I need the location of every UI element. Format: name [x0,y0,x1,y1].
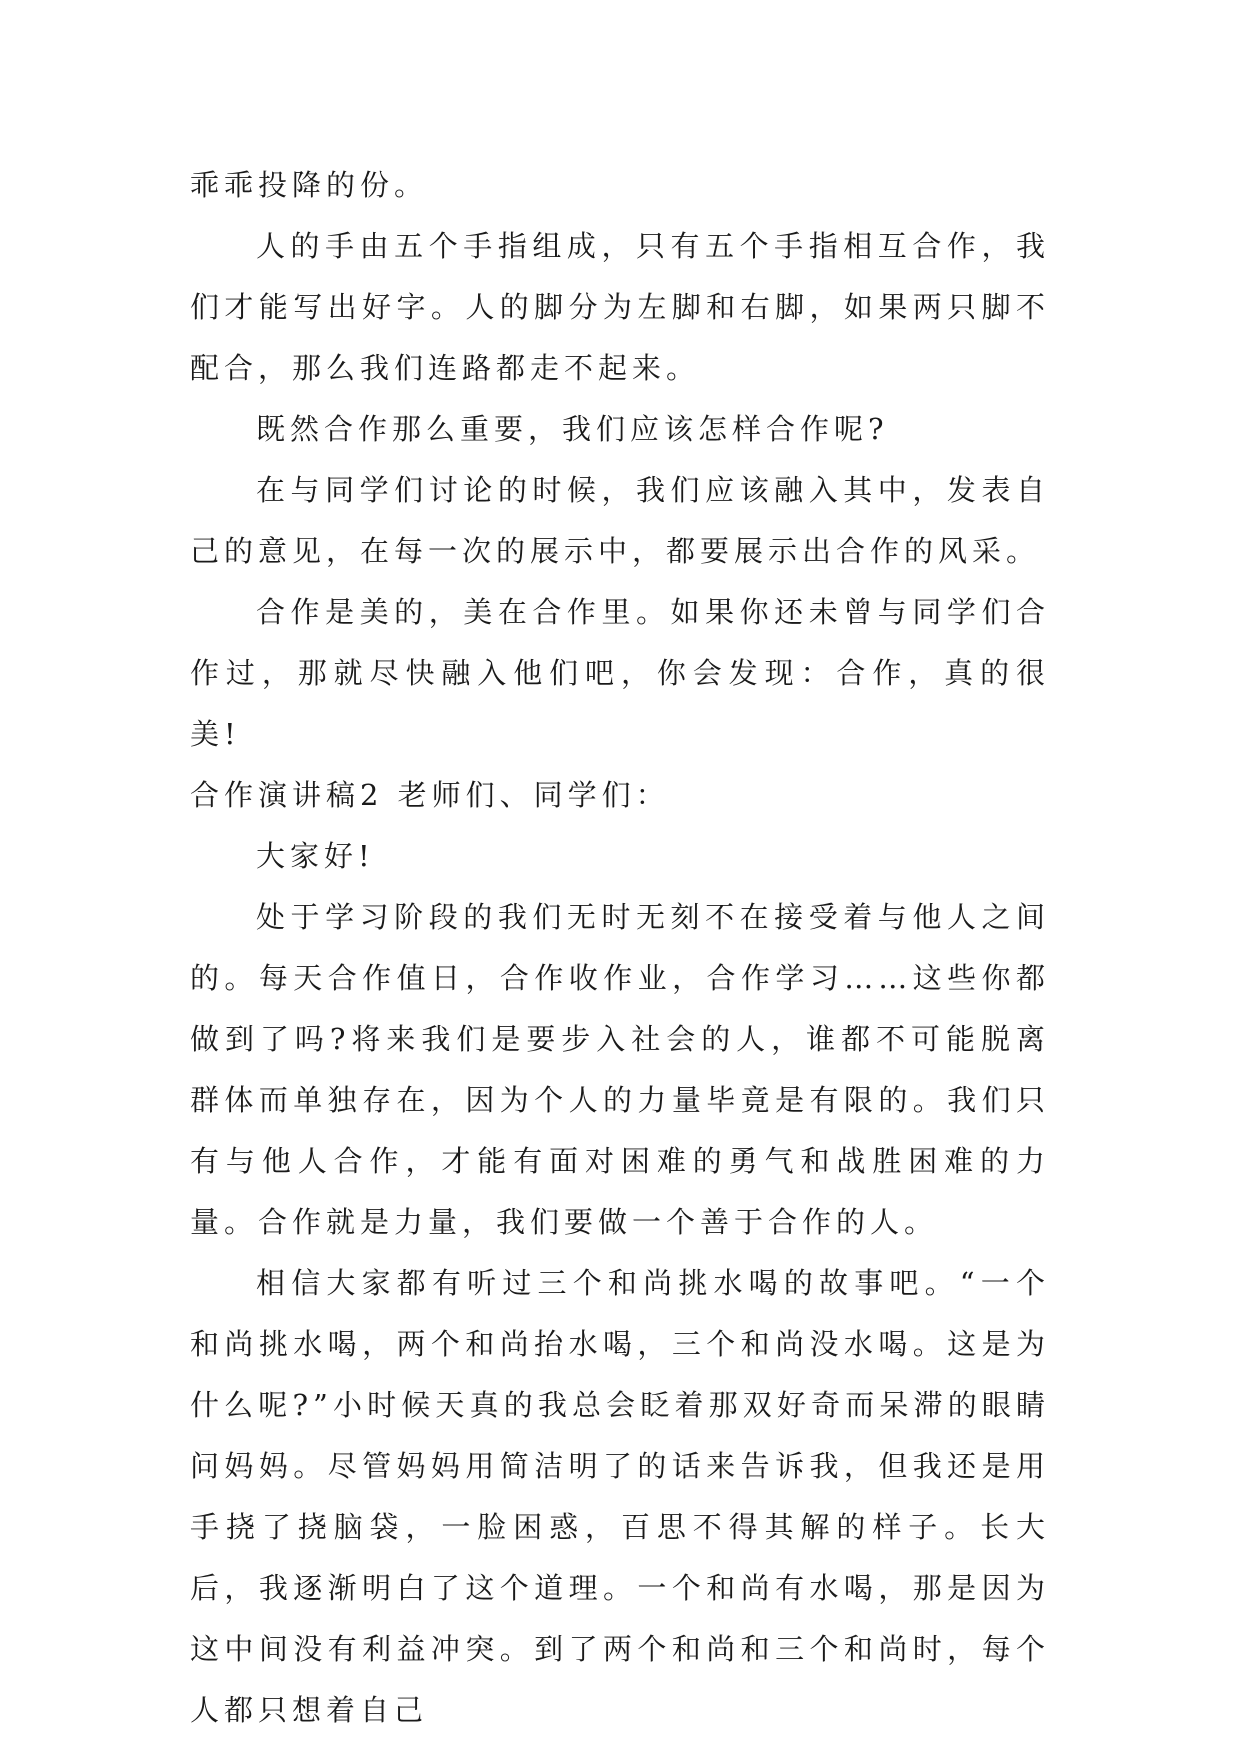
paragraph-3: 既然合作那么重要，我们应该怎样合作呢? [256,412,889,446]
paragraph-2: 人的手由五个手指组成，只有五个手指相互合作，我们才能写出好字。人的脚分为左脚和右脚，如果两只脚不配合，那么我们连路都走不起来。 [190,229,1050,385]
paragraph-4: 在与同学们讨论的时候，我们应该融入其中，发表自己的意见，在每一次的展示中，都要展示出合作的风采。 [190,473,1050,568]
greeting: 大家好! [256,839,375,873]
paragraph-8: 处于学习阶段的我们无时无刻不在接受着与他人之间的。每天合作值日，合作收作业，合作学习……这些你都做到了吗?将来我们是要步入社会的人，谁都不可能脱离群体而单独存在，因为个人的力量毕竟是有限的。我们只有与他人合作，才能有面对困难的勇气和战胜困难的力量。合作就是力量，我们要做一个善于合作的人。 [190,900,1050,1239]
speech-heading: 合作演讲稿2 老师们、同学们： [190,778,670,812]
paragraph-1: 乖乖投降的份。 [190,168,429,202]
document-body [190,155,1050,1741]
paragraph-9: 相信大家都有听过三个和尚挑水喝的故事吧。“一个和尚挑水喝，两个和尚抬水喝，三个和尚没水喝。这是为什么呢?”小时候天真的我总会眨着那双好奇而呆滞的眼睛问妈妈。尽管妈妈用简洁明了的话来告诉我，但我还是用手挠了挠脑袋，一脸困惑，百思不得其解的样子。长大后，我逐渐明白了这个道理。一个和尚有水喝，那是因为这中间没有利益冲突。到了两个和尚和三个和尚时，每个人都只想着自己 [190,1266,1050,1727]
paragraph-5: 合作是美的，美在合作里。如果你还未曾与同学们合作过，那就尽快融入他们吧，你会发现：合作，真的很美! [190,595,1050,751]
